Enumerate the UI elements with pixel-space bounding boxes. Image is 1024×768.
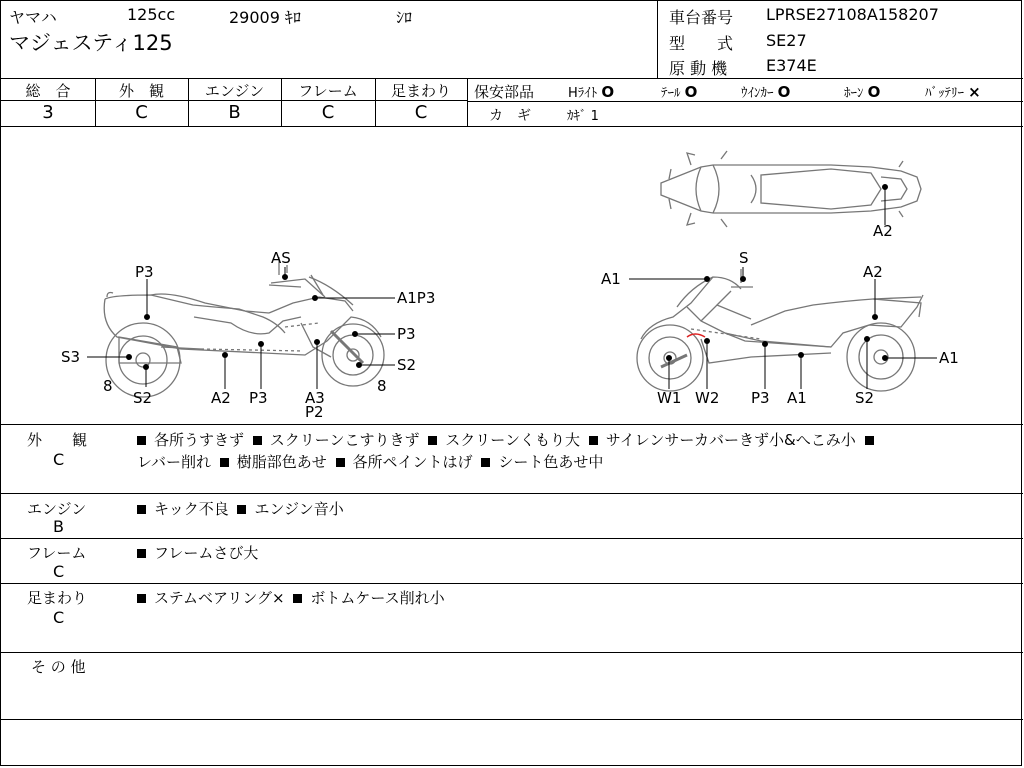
label-a2: A2 [863, 263, 883, 281]
label-a1-left: A1 [601, 270, 621, 288]
label-w2: W2 [695, 389, 720, 407]
score-engine-value: B [228, 102, 241, 123]
section-frame-grade: C [53, 562, 65, 581]
safety-item-horn: ﾎｰﾝ O [844, 83, 881, 101]
engine-label: 原 動 機 [669, 59, 728, 78]
score-suspension-value: C [414, 102, 428, 123]
label-s2-right: S2 [397, 356, 417, 374]
engine-value: E374E [766, 56, 817, 75]
divider [1, 583, 1023, 584]
safety-item-headlight: Hﾗｲﾄ O [568, 83, 615, 101]
displacement: 125cc [127, 5, 176, 24]
section-suspension-grade: C [53, 608, 65, 627]
divider [1, 78, 1023, 79]
label-a3: A3 [305, 389, 325, 407]
score-suspension-label: 足まわり [390, 82, 451, 100]
model-name: マジェスティ125 [9, 31, 173, 55]
score-total-value: 3 [42, 102, 54, 123]
key-label: カ ギ [489, 108, 531, 124]
maker: ヤマハ [9, 8, 57, 27]
type-label: 型 式 [669, 34, 734, 53]
label-8-left: 8 [103, 377, 113, 395]
type-value: SE27 [766, 31, 807, 50]
score-exterior-value: C [135, 102, 148, 123]
section-exterior-grade: C [53, 450, 65, 469]
section-engine-grade: B [53, 517, 64, 536]
label-a2: A2 [211, 389, 231, 407]
score-engine-label: エンジン [204, 82, 265, 100]
section-suspension-notes: ステムベアリング× ボトムケース削れ小 [133, 587, 445, 608]
score-exterior-label: 外 観 [118, 82, 164, 100]
divider [1, 719, 1023, 720]
label-a1-bottom: A1 [787, 389, 807, 407]
divider [467, 78, 468, 126]
label-p3-right: P3 [397, 325, 416, 343]
header-divider [657, 1, 658, 78]
frame-no-label: 車台番号 [669, 8, 734, 27]
frame-no: LPRSE27108A158207 [766, 5, 939, 24]
safety-item-winker: ｳｲﾝｶｰ O [741, 83, 791, 101]
label-a1-right: A1 [939, 349, 959, 367]
divider [1, 424, 1023, 425]
label-a2-top: A2 [873, 222, 893, 240]
label-p3: P3 [751, 389, 770, 407]
safety-label: 保安部品 [474, 83, 535, 101]
label-p3-bottom: P3 [249, 389, 268, 407]
label-p3-top: P3 [135, 263, 154, 281]
section-frame-label: フレーム [27, 544, 87, 562]
safety-divider [467, 101, 1023, 102]
label-8-right: 8 [377, 377, 387, 395]
divider [1, 652, 1023, 653]
section-exterior-notes-line1: 各所うすきず スクリーンこすりきず スクリーンくもり大 サイレンサーカバーきず小&へこみ小 [133, 429, 882, 450]
divider [1, 493, 1023, 494]
safety-item-tail: ﾃｰﾙ O [661, 83, 698, 101]
key-value: ｶｷﾞ 1 [567, 109, 599, 124]
label-a1p3: A1P3 [397, 289, 436, 307]
section-suspension-label: 足まわり [27, 589, 88, 607]
section-exterior-label: 外 観 [27, 431, 88, 449]
label-p2: P2 [305, 403, 324, 421]
section-other-label: そ の 他 [31, 658, 86, 676]
label-as: AS [271, 249, 291, 267]
damage-mark [687, 334, 705, 337]
safety-item-battery: ﾊﾞｯﾃﾘｰ × [925, 83, 981, 101]
scooter-right-view-icon [637, 269, 923, 391]
section-frame-notes: フレームさび大 [133, 542, 258, 563]
scooter-top-view-icon [661, 151, 921, 227]
section-exterior-notes-line2: レバー削れ 樹脂部色あせ 各所ペイントはげ シート色あせ中 [137, 453, 604, 471]
label-s: S [739, 249, 749, 267]
section-engine-label: エンジン [27, 500, 87, 518]
divider [1, 538, 1023, 539]
score-frame-value: C [321, 102, 335, 123]
label-w1: W1 [657, 389, 682, 407]
label-s3: S3 [61, 348, 81, 366]
color: ｼﾛ [396, 8, 413, 27]
label-s2-bottom: S2 [133, 389, 153, 407]
score-frame-label: フレーム [298, 82, 358, 100]
section-engine-notes: キック不良 エンジン音小 [133, 498, 344, 519]
scooter-diagram [1, 127, 1021, 423]
label-s2: S2 [855, 389, 875, 407]
mileage: 29009 ｷﾛ [229, 8, 301, 27]
score-total-label: 総 合 [25, 82, 71, 100]
